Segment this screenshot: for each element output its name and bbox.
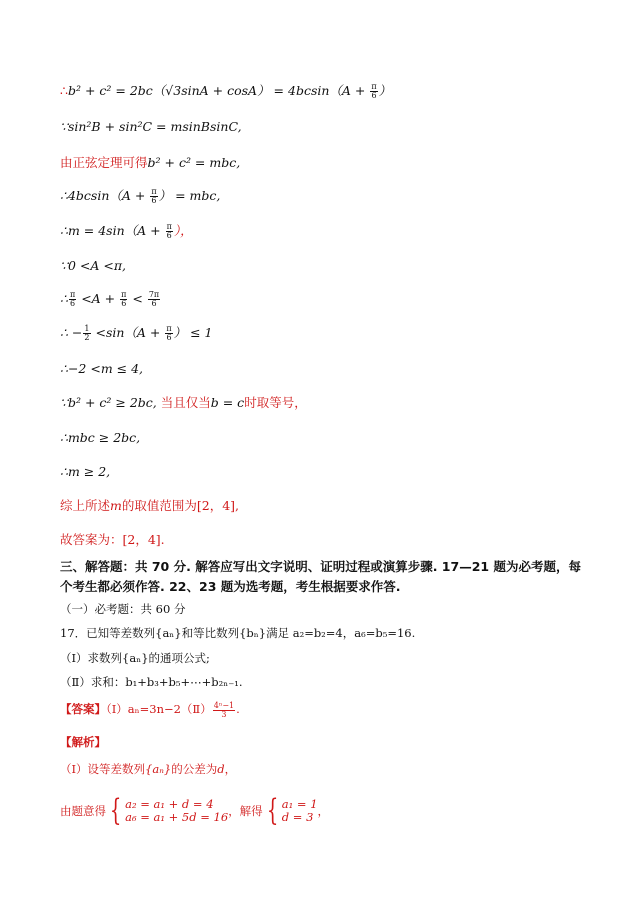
equation-text: ∴ −: [60, 325, 83, 340]
explanation-text: 当且仅当: [160, 395, 211, 410]
fraction-denominator: 6: [151, 299, 157, 308]
explanation-text: 时取等号，: [244, 395, 307, 410]
equation-system: [106, 793, 229, 828]
question-17-part-ii: （Ⅱ）求和：b₁+b₃+b₅+⋯+b₂ₙ₋₁.: [60, 675, 243, 689]
equation-text: <sin（A +: [91, 325, 165, 340]
explanation-text: 综上所述: [60, 498, 111, 513]
equation-text: ∴m = 4sin（A +: [60, 223, 165, 238]
analysis-label: 【解析】: [60, 735, 106, 749]
derivation-line-4: [60, 187, 220, 205]
fraction-denominator: 6: [166, 333, 172, 342]
fraction-numerator: 4ⁿ−1: [213, 700, 235, 710]
equation-text: b² + c² = mbc,: [147, 155, 241, 170]
answer-text: .: [236, 702, 240, 716]
subsection-label: （一）必考题：共 60 分: [60, 602, 186, 616]
fraction-numerator: π: [121, 290, 127, 299]
fraction-numerator: π: [371, 82, 377, 91]
fraction: [69, 291, 76, 308]
fraction-numerator: π: [69, 290, 76, 299]
explanation-text: 的公差为: [171, 762, 218, 776]
variable-m: m: [110, 498, 122, 513]
explanation-text: ，: [317, 804, 330, 818]
equation-text: b = c: [210, 395, 245, 410]
equation-text: <A +: [77, 291, 120, 306]
fraction-denominator: 6: [121, 299, 127, 308]
answer-text: （Ⅰ）aₙ=3n−2（Ⅱ）: [106, 702, 212, 716]
equation-system: [263, 793, 318, 828]
section-heading-line-1: 三、解答题：共 70 分. 解答应写出文字说明、证明过程或演算步骤. 17—21 题为必考题，每: [60, 559, 581, 574]
therefore-symbol: ∴: [60, 83, 68, 98]
fraction: [120, 291, 127, 308]
fraction: [370, 83, 377, 100]
derivation-line-9: ∴−2 <m ≤ 4,: [60, 361, 144, 376]
derivation-line-2: ∵sin²B + sin²C = msinBsinC,: [60, 119, 242, 134]
fraction: [213, 702, 235, 719]
solution-system-line: [60, 793, 330, 828]
equation-text: {aₙ}: [145, 762, 172, 776]
derivation-line-10: [60, 394, 307, 412]
fraction: [148, 291, 160, 308]
equation-text: b² + c² = 2bc（√3sinA + cosA） = 4bcsin（A +: [67, 83, 370, 98]
derivation-line-1: [60, 82, 391, 100]
equation-text: ）: [378, 83, 392, 98]
section-heading-line-2: 个考生都必须作答. 22、23 题为选考题，考生根据要求作答.: [60, 579, 401, 594]
derivation-line-3: [60, 154, 240, 172]
equation-text: ），: [173, 223, 193, 238]
equation-text: ∴: [60, 291, 68, 306]
equation-text: ） = mbc,: [158, 188, 221, 203]
fraction-numerator: 7π: [148, 290, 160, 299]
fraction-numerator: π: [166, 324, 172, 333]
fraction-denominator: 6: [70, 299, 76, 308]
conclusion-line: [60, 497, 239, 515]
variable-d: d: [217, 762, 225, 776]
explanation-text: 由正弦定理可得: [60, 155, 148, 170]
derivation-line-8: [60, 324, 213, 342]
solution-part-i-intro: [60, 760, 236, 778]
system-rows: [282, 798, 318, 824]
answer-summary: [60, 700, 240, 719]
derivation-line-5: [60, 222, 193, 240]
derivation-line-12: ∴m ≥ 2,: [60, 464, 111, 479]
explanation-text: ，解得: [228, 804, 263, 818]
question-17-stem: 17．已知等差数列{aₙ}和等比数列{bₙ}满足 a₂=b₂=4，a₆=b₅=16.: [60, 626, 416, 640]
answer-label: 【答案】: [60, 702, 106, 716]
fraction: [83, 325, 90, 342]
explanation-text: ，: [224, 762, 237, 776]
explanation-text: 的取值范围为[2，4],: [121, 498, 240, 513]
fraction: [165, 325, 172, 342]
explanation-text: （Ⅰ）设等差数列: [60, 762, 146, 776]
system-row: d = 3: [281, 810, 314, 824]
derivation-line-7: [60, 290, 161, 308]
fraction-denominator: 6: [166, 231, 172, 240]
system-row: a₂ = a₁ + d = 4: [125, 797, 214, 811]
equation-text: ∵b² + c² ≥ 2bc,: [60, 395, 157, 410]
fraction-denominator: 3: [221, 709, 227, 719]
left-brace: {: [266, 793, 278, 828]
fraction: [150, 188, 157, 205]
fraction: [166, 223, 173, 240]
derivation-line-6: ∵0 <A <π,: [60, 258, 127, 273]
equation-text: <: [128, 291, 147, 306]
fraction-denominator: 6: [151, 196, 157, 205]
equation-text: ） ≤ 1: [173, 325, 213, 340]
fraction-numerator: π: [166, 222, 172, 231]
equation-text: ∴4bcsin（A +: [60, 188, 150, 203]
system-row: a₁ = 1: [281, 797, 318, 811]
answer-line: 故答案为：[2，4].: [60, 532, 165, 547]
fraction-denominator: 6: [371, 91, 377, 100]
left-brace: {: [109, 793, 122, 828]
fraction-denominator: 2: [84, 333, 90, 342]
fraction-numerator: π: [151, 187, 157, 196]
question-17-part-i: （Ⅰ）求数列{aₙ}的通项公式;: [60, 651, 210, 665]
derivation-line-11: ∴mbc ≥ 2bc,: [60, 430, 141, 445]
fraction-numerator: 1: [84, 324, 90, 333]
explanation-text: 由题意得: [60, 804, 106, 818]
system-rows: [125, 798, 228, 824]
system-row: a₆ = a₁ + 5d = 16: [125, 810, 229, 824]
